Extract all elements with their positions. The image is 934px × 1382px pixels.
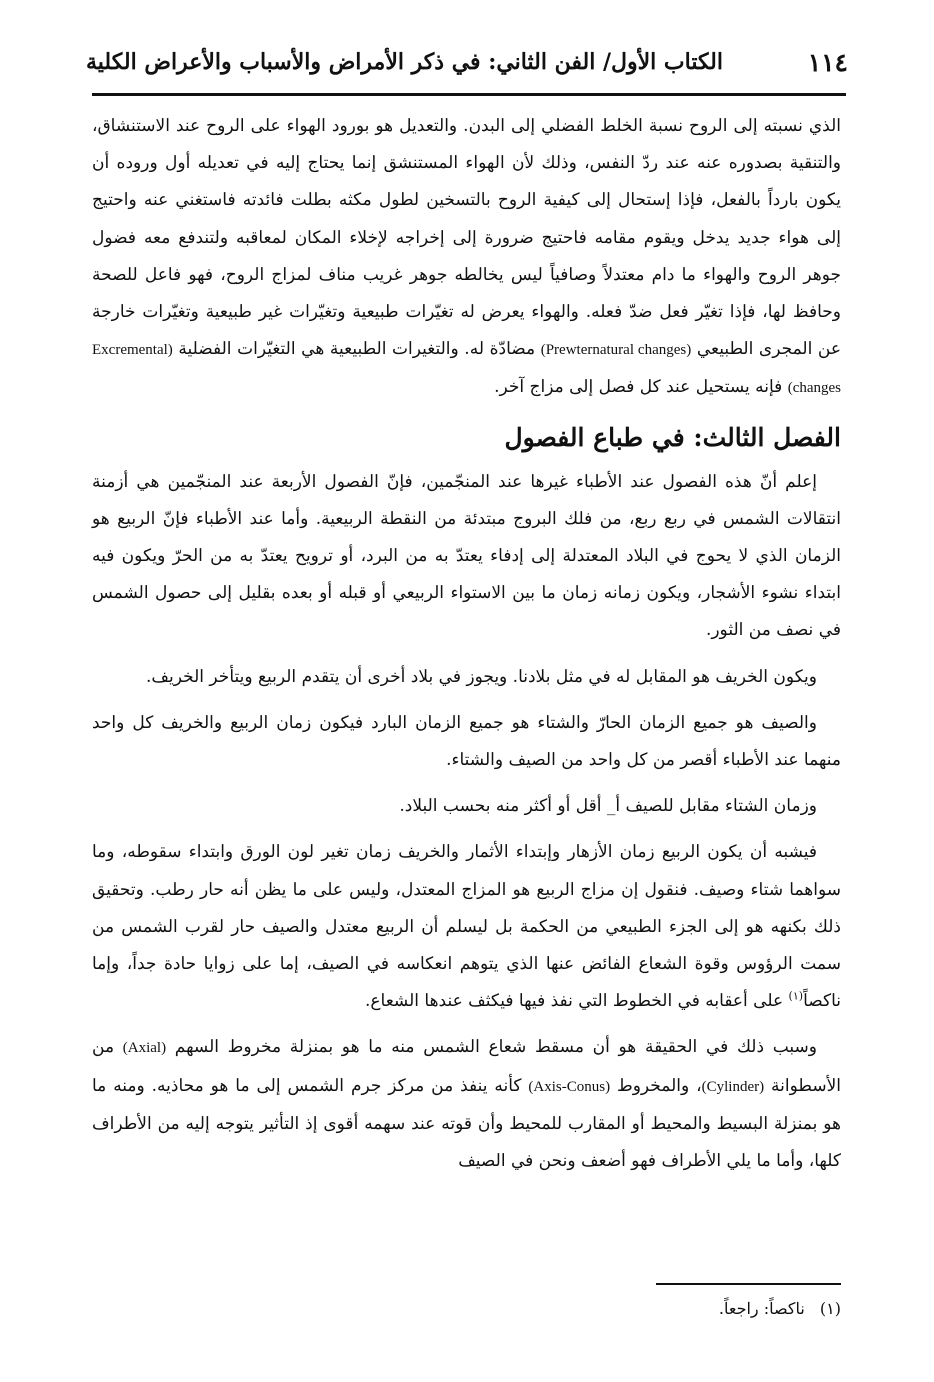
paragraph-winter-length: وزمان الشتاء مقابل للصيف أ_ أقل أو أكثر منه بحسب البلاد.	[399, 796, 817, 817]
text-run: فيشبه أن يكون الربيع زمان الأزهار وإبتداء الأثمار والخريف زمان تغير لون الورق وابتداء سقوطه، وما سواهما شتاء وصيف. فنقول إن مزاج الربيع هو المزاج المعتدل، وليس على ما يظن أنه حار رطب. وتحقيق ذلك بكنهه هو إلى الجزء الطبيعي من الحكمة بل ليسلم أن الربيع معتدل والصيف حار لقرب الشمس من سمت الرؤوس وقوة الشعاع الفائض عنها الذي يتوهم انعكاسه في الصيف، إما على زوايا حادة جداً، وإما ناكصاً	[92, 842, 841, 1012]
running-title: الكتاب الأول/ الفن الثاني: في ذكر الأمراض والأسباب والأعراض الكلية	[86, 49, 723, 75]
body-text	[92, 108, 841, 1180]
text-run: ، والمخروط	[617, 1075, 702, 1096]
text-run: الذي نسبته إلى الروح نسبة الخلط الفضلي إلى البدن. والتعديل هو بورود الهواء على الروح عند الاستنشاق، والتنقية بصدوره عنه عند ردّ النفس، وذلك لأن الهواء المستنشق إنما يحتاج إليه في تعديله أول وروده أن يكون بارداً بالفعل، فإذا إستحال إلى كيفية الروح بالتسخين لطول مكثه بطلت فائدته فاستغني عنه واحتيج إلى هواء جديد يدخل ويقوم مقامه فاحتيج ضرورة إلى إخراجه لإخلاء المكان لمعاقبه ولتندفع معه فضول جوهر الروح والهواء ما دام معتدلاً وصافياً ليس يخالطه جوهر غريب مناف لمزاج الروح، فهو فاعل للصحة وحافظ لها، فإذا تغيّر فعل ضدّ فعله. والهواء يعرض له تغيّرات طبيعية وتغيّرات غير طبيعية وتغيّرات خارجة عن المجرى الطبيعي	[92, 116, 841, 360]
text-run: وسبب ذلك في الحقيقة هو أن مسقط شعاع الشمس منه ما هو بمنزلة مخروط السهم	[174, 1037, 817, 1058]
paragraph-summer-winter: والصيف هو جميع الزمان الحارّ والشتاء هو جميع الزمان البارد فيكون زمان الربيع والخريف كل واحد منهما عند الأطباء أقصر من كل واحد من الصيف والشتاء.	[92, 712, 841, 771]
paragraph-spring-temperament	[92, 834, 841, 1020]
english-term: (Axial)	[122, 1040, 167, 1057]
footnote-text: ناكصاً: راجعاً.	[718, 1299, 805, 1318]
footnote	[719, 1297, 841, 1321]
footnote-rule	[656, 1283, 841, 1285]
footnote-reference[interactable]: (١)	[788, 989, 804, 1003]
chapter-heading: الفصل الثالث: في طباع الفصول	[504, 422, 841, 452]
paragraph-sun-rays	[92, 1029, 841, 1180]
paragraph-respiration	[92, 108, 841, 408]
footnote-number: (١)	[819, 1299, 841, 1318]
english-term: (Excremental changes)	[92, 342, 841, 397]
english-term: (Prewternatural changes)	[540, 342, 692, 359]
page-number: ١١٤	[807, 47, 848, 77]
english-term: (Cylinder)	[701, 1078, 765, 1095]
paragraph-seasons-definition: إعلم أنّ هذه الفصول عند الأطباء غيرها عند المنجّمين، فإنّ الفصول الأربعة عند المنجّمين هي أزمنة انتقالات الشمس في ربع ربع، من فلك البروج مبتدئة من النقطة الربيعية. وأما عند الأطباء فإنّ الربيع هو الزمان الذي لا يحوج في البلاد المعتدلة إلى إدفاء يعتدّ به من البرد، أو ترويح يعتدّ به من الحرّ ويكون فيه ابتداء نشوء الأشجار، ويكون زمانه زمان ما بين الاستواء الربيعي أو قبله أو بعده بقليل إلى حصول الشمس في نصف من الثور.	[92, 471, 841, 641]
text-run: من الأسطوانة	[92, 1037, 841, 1096]
text-run: مضادّة له. والتغيرات الطبيعية هي التغيّرات الفضلية	[178, 339, 536, 360]
text-run: فإنه يستحيل عند كل فصل إلى مزاج آخر.	[494, 377, 783, 398]
english-term: (Axis-Conus)	[528, 1078, 611, 1095]
text-run: كأنه ينفذ من مركز جرم الشمس إلى ما هو محاذيه. ومنه ما هو بمنزلة البسيط والمحيط أو المقارب للمحيط وأن قوته عند سهمه أقوى إذ التأثير يتوجه إليه من الأطراف كلها، وأما ما يلي الأطراف فهو أضعف ونحن في الصيف	[92, 1075, 841, 1172]
running-head	[86, 40, 848, 84]
header-rule	[92, 93, 846, 96]
paragraph-autumn: ويكون الخريف هو المقابل له في مثل بلادنا. ويجوز في بلاد أخرى أن يتقدم الربيع ويتأخر الخريف.	[146, 666, 817, 687]
text-run: على أعقابه في الخطوط التي نفذ فيها فيكثف عندها الشعاع.	[365, 991, 784, 1012]
